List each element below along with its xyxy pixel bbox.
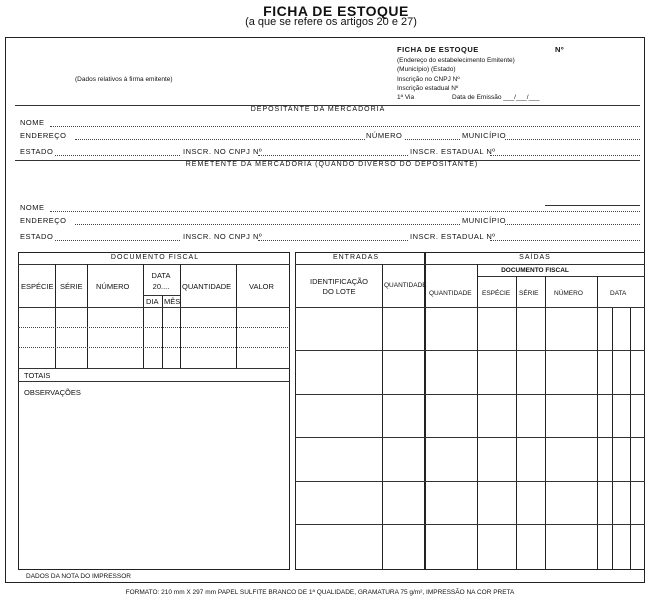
- ident-lote-header-1: IDENTIFICAÇÃO: [310, 277, 368, 286]
- ident-lote-header-2: DO LOTE: [322, 287, 356, 296]
- saidas-heading: SAÍDAS: [519, 254, 551, 261]
- dep-cnpj-field[interactable]: [258, 155, 408, 156]
- dep-endereco-label: ENDEREÇO: [20, 131, 67, 140]
- observacoes-area[interactable]: [24, 398, 282, 564]
- rem-municipio-label: MUNICÍPIO: [462, 216, 507, 225]
- saidas-quantidade-header: QUANTIDADE: [429, 290, 472, 297]
- rem-endereco-label: ENDEREÇO: [20, 216, 67, 225]
- numero-label: Nº: [555, 45, 565, 54]
- observacoes-label: OBSERVAÇÕES: [24, 388, 81, 397]
- saidas-doc-fiscal-heading: DOCUMENTO FISCAL: [501, 267, 569, 274]
- entradas-quantidade-header: QUANTIDADE: [384, 282, 427, 289]
- totais-label: TOTAIS: [24, 371, 51, 380]
- entradas-box: [295, 252, 425, 570]
- df-especie-header: ESPÉCIE: [21, 282, 54, 291]
- rem-cnpj-label: INSCR. NO CNPJ Nº: [183, 232, 263, 241]
- dep-municipio-label: MUNICÍPIO: [462, 131, 507, 140]
- remetente-sub-rule: [545, 205, 640, 206]
- page-subtitle: (a que se refere os artigos 20 e 27): [245, 16, 417, 28]
- municipio-estado: (Município) (Estado): [397, 66, 456, 73]
- rem-insc-estadual-label: INSCR. ESTADUAL Nº: [410, 232, 496, 241]
- dep-insc-estadual-field[interactable]: [490, 155, 640, 156]
- dep-cnpj-label: INSCR. NO CNPJ Nº: [183, 147, 263, 156]
- rem-estado-field[interactable]: [55, 240, 180, 241]
- rem-nome-field[interactable]: [50, 211, 640, 212]
- df-serie-header: SÉRIE: [60, 282, 83, 291]
- ficha-label: FICHA DE ESTOQUE: [397, 45, 479, 54]
- data-emissao: Data de Emissão ___/___/___: [452, 94, 540, 101]
- df-quantidade-header: QUANTIDADE: [182, 282, 232, 291]
- df-valor-header: VALOR: [249, 282, 274, 291]
- saidas-serie-header: SÉRIE: [519, 290, 539, 297]
- remetente-heading: REMETENTE DA MERCADORIA (QUANDO DIVERSO DO DEPOSITANTE): [185, 161, 479, 168]
- dep-numero-label: NÚMERO: [366, 131, 403, 140]
- inscricao-estadual: Inscrição estadual Nº: [397, 85, 459, 92]
- impressor-note: DADOS DA NOTA DO IMPRESSOR: [26, 573, 131, 580]
- df-mes-header: MÊS: [164, 297, 181, 306]
- rem-cnpj-field[interactable]: [258, 240, 408, 241]
- rem-municipio-field[interactable]: [505, 224, 640, 225]
- df-dia-header: DIA: [146, 297, 159, 306]
- doc-fiscal-head-rule: [18, 264, 290, 265]
- df-entry-row[interactable]: [18, 327, 290, 328]
- inscricao-cnpj: Inscrição no CNPJ Nº: [397, 76, 460, 83]
- formato-note: FORMATO: 210 mm X 297 mm PAPEL SULFITE BRANCO DE 1ª QUALIDADE, GRAMATURA 75 g/m², IMPRESSÃO NA COR PRETA: [125, 589, 515, 596]
- depositante-heading: DEPOSITANTE DA MERCADORIA: [250, 106, 386, 113]
- dep-municipio-field[interactable]: [505, 139, 640, 140]
- dep-insc-estadual-label: INSCR. ESTADUAL Nº: [410, 147, 496, 156]
- rem-insc-estadual-field[interactable]: [490, 240, 640, 241]
- dep-nome-field[interactable]: [50, 126, 640, 127]
- df-data-year: 20....: [152, 282, 170, 291]
- dep-nome-label: NOME: [20, 118, 45, 127]
- page-title: FICHA DE ESTOQUE: [263, 3, 409, 19]
- rem-nome-label: NOME: [20, 203, 45, 212]
- via-label: 1ª Via: [397, 94, 415, 101]
- dep-estado-label: ESTADO: [20, 147, 54, 156]
- saidas-data-header: DATA: [610, 290, 627, 297]
- saidas-numero-header: NÚMERO: [554, 290, 583, 297]
- rem-endereco-field[interactable]: [75, 224, 460, 225]
- df-entry-row[interactable]: [18, 347, 290, 348]
- df-data-header: DATA: [151, 271, 171, 280]
- dados-relativos: (Dados relativos à firma emitente): [75, 76, 173, 83]
- endereco-emitente: (Endereço do estabelecimento Emitente): [397, 57, 515, 64]
- doc-fiscal-heading: DOCUMENTO FISCAL: [110, 254, 200, 261]
- dep-estado-field[interactable]: [55, 155, 180, 156]
- saidas-especie-header: ESPÉCIE: [482, 290, 511, 297]
- rem-estado-label: ESTADO: [20, 232, 54, 241]
- entradas-heading: ENTRADAS: [332, 254, 380, 261]
- df-numero-header: NÚMERO: [96, 282, 130, 291]
- dep-endereco-field[interactable]: [75, 139, 365, 140]
- dep-numero-field[interactable]: [405, 139, 460, 140]
